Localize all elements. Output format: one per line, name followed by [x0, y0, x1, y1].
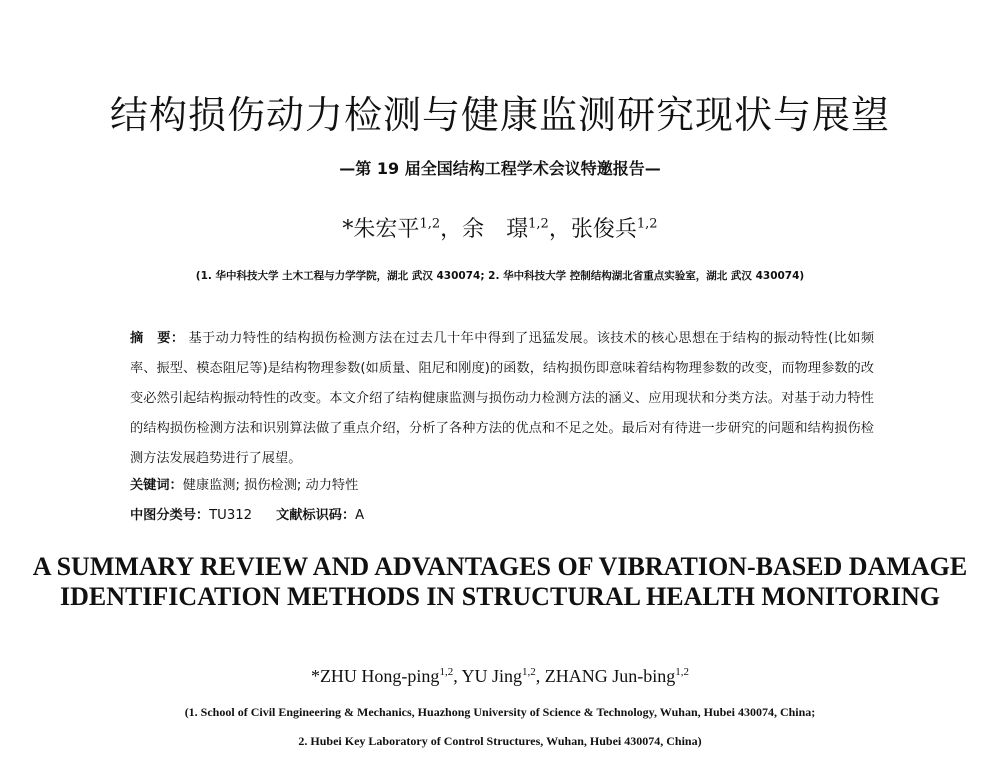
affiliation-en-line2: 2. Hubei Key Laboratory of Control Structures, Wuhan, Hubei 430074, China) — [298, 734, 702, 748]
authors-en — [0, 666, 1000, 687]
paper-subtitle-cn: —第 19 届全国结构工程学术会议特邀报告— — [339, 159, 661, 178]
clc-label: 中图分类号： — [130, 508, 210, 523]
author-separator: , — [535, 666, 545, 686]
author-name: 朱宏平 — [353, 217, 420, 242]
authors-cn — [0, 212, 1000, 243]
author-name: ZHANG Jun-bing — [544, 666, 676, 686]
affiliation-en-line1: (1. School of Civil Engineering & Mechanics, Huazhong University of Science & Technology, Wuhan, Hubei 430074, China; — [184, 705, 816, 719]
clc-value: TU312 — [209, 508, 253, 523]
author-prefix: * — [310, 666, 320, 686]
abstract-label: 摘 要： — [130, 331, 185, 346]
doc-code-value: A — [355, 508, 365, 523]
doc-code-label: 文献标识码： — [276, 508, 356, 523]
affiliation-cn: (1. 华中科技大学 土木工程与力学学院，湖北 武汉 430074; 2. 华中科技大学 控制结构湖北省重点实验室，湖北 武汉 430074) — [195, 270, 805, 282]
author-affil-sup: 1,2 — [439, 666, 454, 678]
author-affil-sup: 1,2 — [528, 216, 549, 232]
paper-title-en: A SUMMARY REVIEW AND ADVANTAGES OF VIBRATION-BASED DAMAGE IDENTIFICATION METHODS IN STRUCTURAL HEALTH MONITORING — [32, 552, 968, 611]
abstract-cn — [130, 324, 874, 474]
author-name: ZHU Hong-ping — [319, 666, 440, 686]
keywords-line — [130, 474, 874, 493]
author-affil-sup: 1,2 — [419, 216, 441, 232]
author-prefix: * — [342, 217, 354, 242]
paper-title-cn: 结构损伤动力检测与健康监测研究现状与展望 — [109, 93, 890, 137]
keywords-label: 关键词： — [130, 478, 183, 493]
author-affil-sup: 1,2 — [636, 216, 658, 232]
keywords-text: 健康监测; 损伤检测; 动力特性 — [182, 478, 359, 493]
author-separator: , — [453, 666, 462, 686]
abstract-text: 基于动力特性的结构损伤检测方法在过去几十年中得到了迅猛发展。该技术的核心思想在于结构的振动特性(比如频率、振型、模态阻尼等)是结构物理参数(如质量、阻尼和刚度)的函数，结构损伤即意味着结构物理参数的改变，而物理参数的改变必然引起结构振动特性的改变。本文介绍了结构健康监测与损伤动力检测方法的涵义、应用现状和分类方法。对基于动力特性的结构损伤检测方法和识别算法做了重点介绍，分析了各种方法的优点和不足之处。最后对有待进一步研究的问题和结构损伤检测方法发展趋势进行了展望。 — [130, 331, 875, 466]
author-affil-sup: 1,2 — [522, 666, 536, 678]
author-separator: ， — [548, 217, 571, 242]
author-name: 余 璟 — [462, 217, 529, 242]
author-name: 张俊兵 — [570, 217, 637, 242]
classification-line — [130, 504, 874, 523]
author-separator: ， — [440, 217, 463, 242]
author-name: YU Jing — [461, 666, 523, 686]
author-affil-sup: 1,2 — [675, 666, 690, 678]
